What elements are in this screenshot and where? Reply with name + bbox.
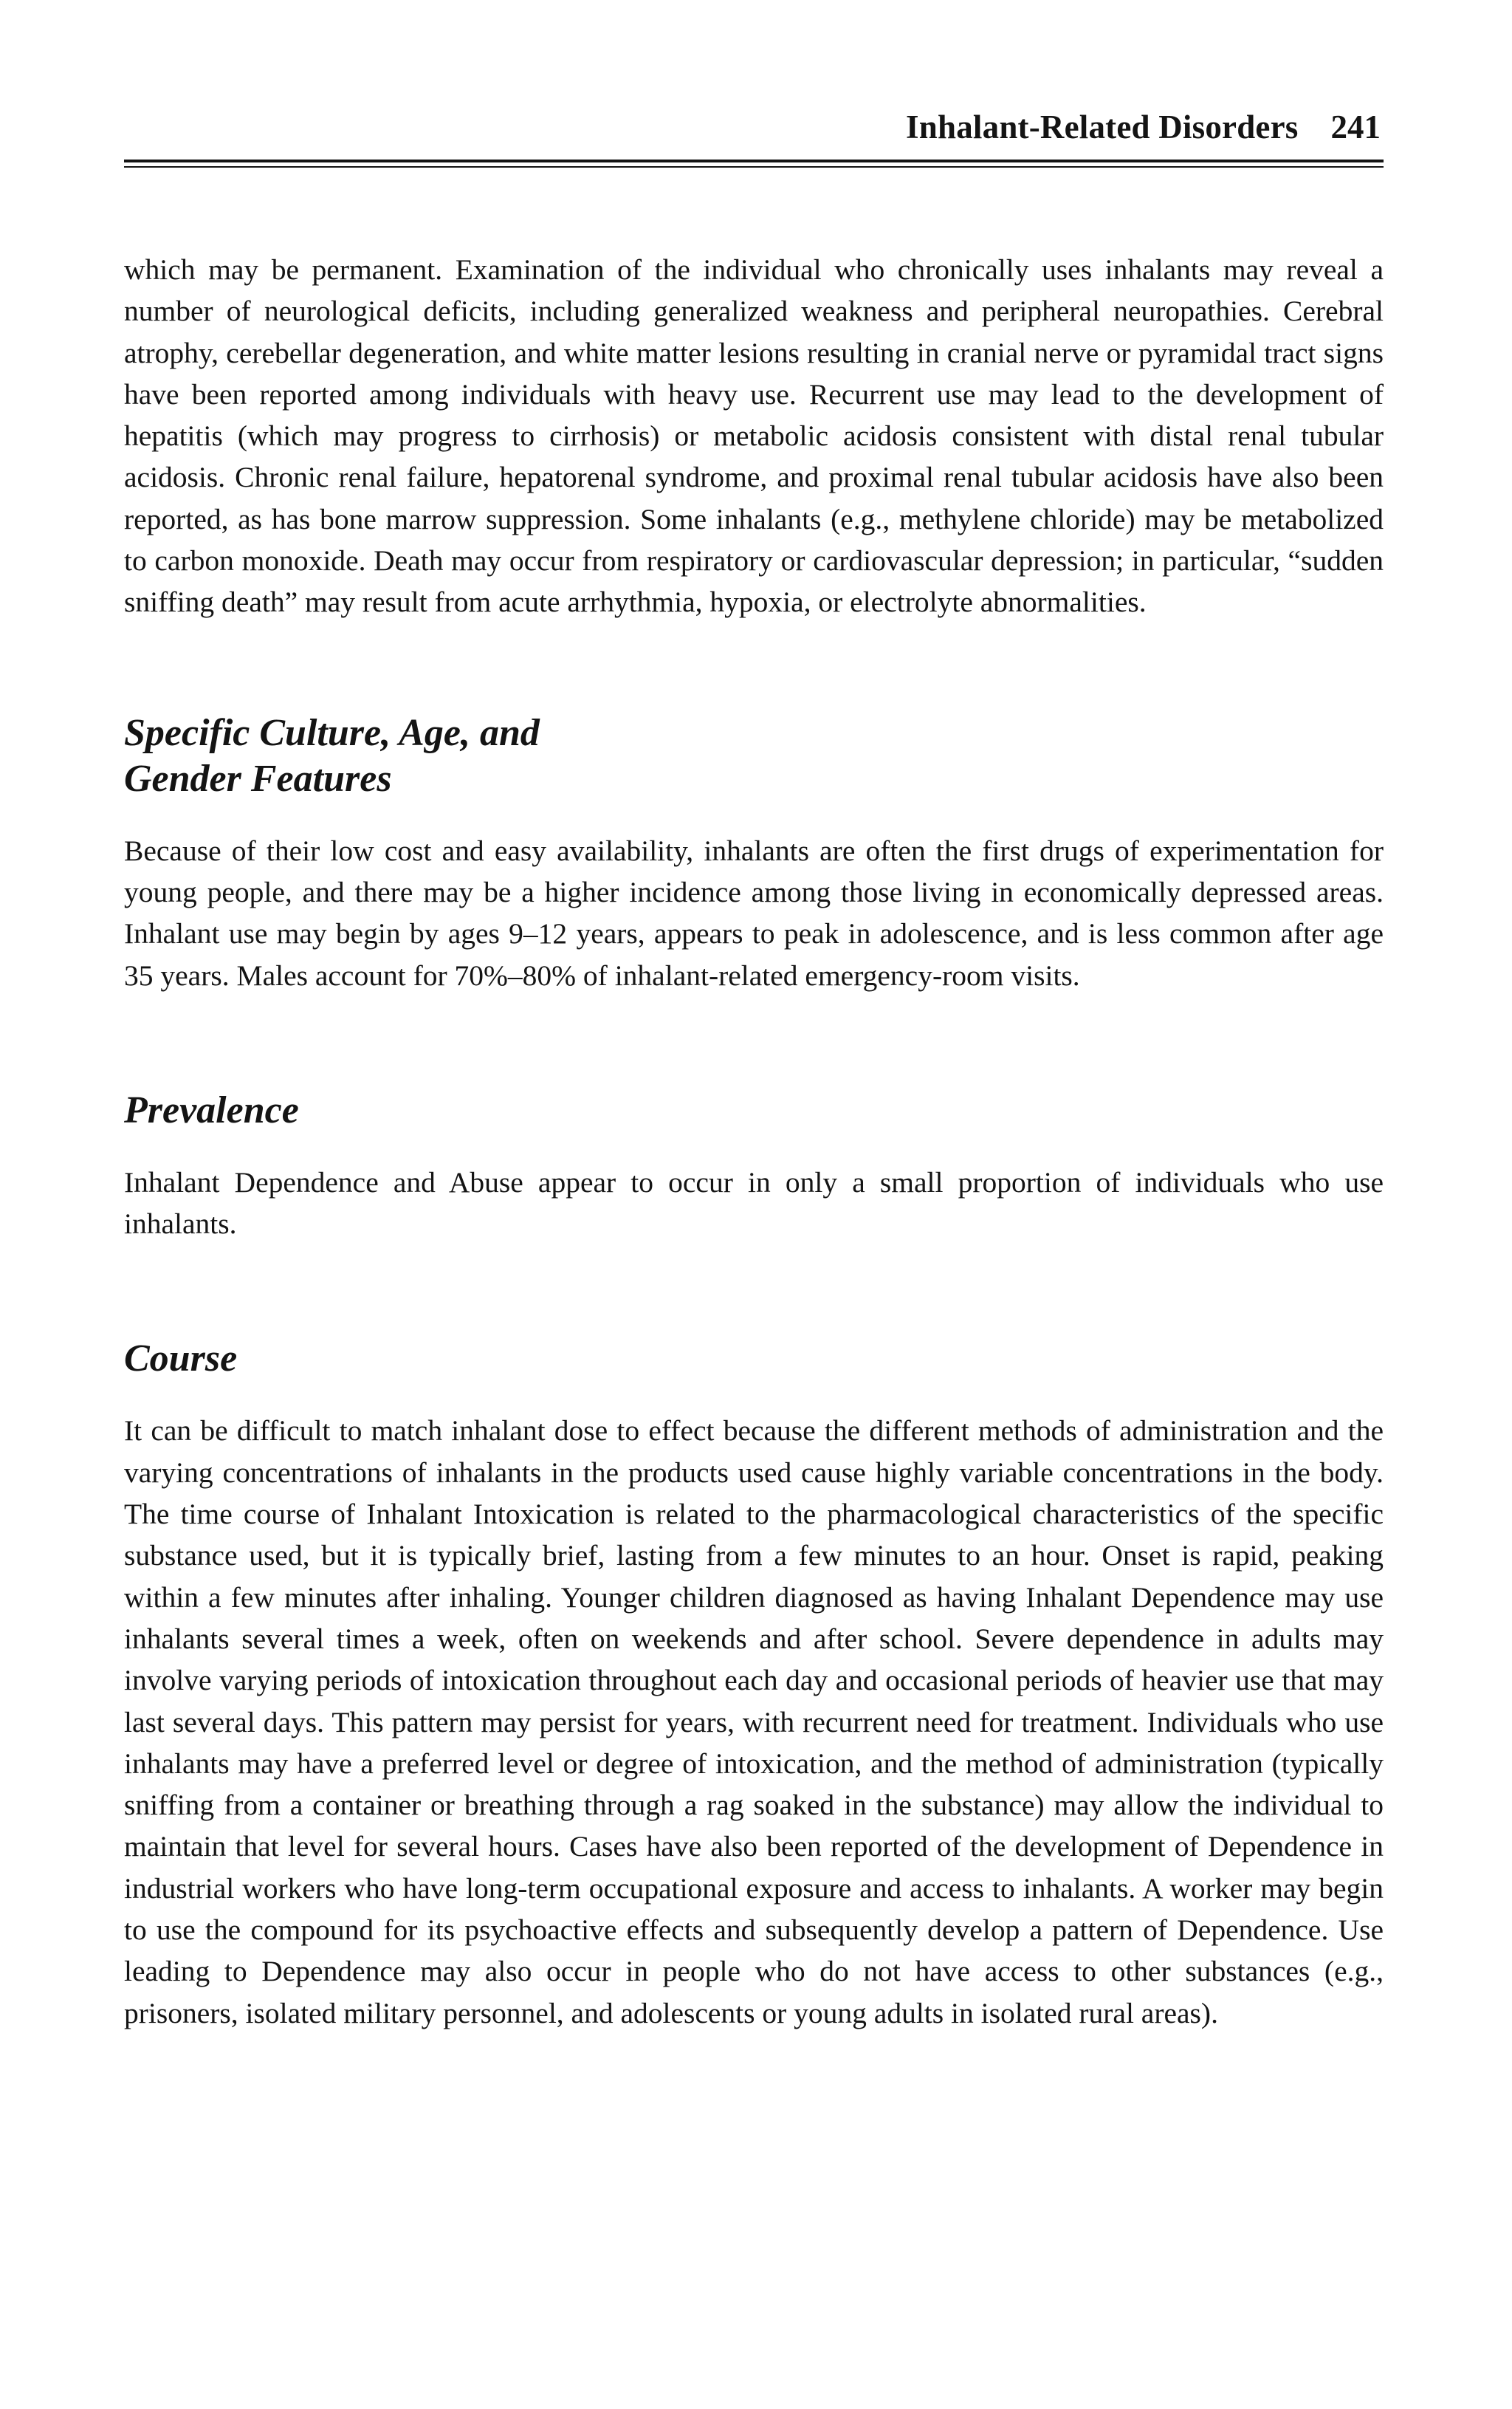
header-rule-thick (124, 160, 1384, 162)
heading-line-1: Specific Culture, Age, and (124, 711, 540, 754)
header-rule-thin (124, 166, 1384, 168)
heading-line-2: Gender Features (124, 757, 392, 800)
heading-course: Course (124, 1337, 238, 1380)
paragraph-continuation: which may be permanent. Examination of the individual who chronically uses inhalants may reveal a number of neurological deficits, including generalized weakness and peripheral neuropathies. Cerebral atrophy, cerebellar degeneration, and white matter lesions resulting in cranial nerve or pyramidal tract signs have been reported among individuals with heavy use. Recurrent use may lead to the development of hepatitis (which may progress to cirrhosis) or metabolic acidosis consistent with distal renal tubular acidosis. Chronic renal failure, hepatorenal syndrome, and proximal renal tubular acidosis have also been reported, as has bone marrow suppression. Some inhalants (e.g., methylene chloride) may be metabolized to carbon monoxide. Death may occur from respiratory or cardiovascular depression; in particular, “sudden sniffing death” may result from acute arrhythmia, hypoxia, or electrolyte abnormalities. (124, 253, 1384, 619)
paragraph-course: It can be difficult to match inhalant dose to effect because the different methods of administration and the varying concentrations of inhalants in the products used cause highly variable concentrations in the body. The time course of Inhalant Intoxication is related to the pharmacological characteristics of the specific substance used, but it is typically brief, lasting from a few minutes to an hour. Onset is rapid, peaking within a few minutes after inhaling. Younger children diagnosed as having Inhalant Dependence may use inhalants several times a week, often on weekends and after school. Severe dependence in adults may involve varying periods of intoxication throughout each day and occasional periods of heavier use that may last several days. This pattern may persist for years, with recurrent need for treatment. Individuals who use inhalants may have a preferred level or degree of intoxication, and the method of administration (typically sniffing from a container or breathing through a rag soaked in the substance) may allow the individual to maintain that level for several hours. Cases have also been reported of the development of Dependence in industrial workers who have long-term occupational exposure and access to inhalants. A worker may begin to use the compound for its psychoactive effects and subsequently develop a pattern of Dependence. Use leading to Dependence may also occur in people who do not have access to other substances (e.g., prisoners, isolated military personnel, and adolescents or young adults in isolated rural areas). (124, 1414, 1384, 2029)
paragraph-culture-age-gender: Because of their low cost and easy availability, inhalants are often the first drugs of experimentation for young people, and there may be a higher incidence among those living in economically depressed areas. Inhalant use may begin by ages 9–12 years, appears to peak in adolescence, and is less common after age 35 years. Males account for 70%–80% of inhalant-related emergency-room visits. (124, 834, 1384, 992)
page-number: 241 (1330, 109, 1381, 145)
running-head-title: Inhalant-Related Disorders (906, 109, 1299, 145)
heading-specific-culture-age-gender (124, 710, 1384, 802)
paragraph-prevalence: Inhalant Dependence and Abuse appear to occur in only a small proportion of individuals who use inhalants. (124, 1165, 1384, 1241)
book-page (124, 111, 1384, 2034)
running-head (124, 111, 1384, 154)
heading-prevalence: Prevalence (124, 1089, 299, 1131)
